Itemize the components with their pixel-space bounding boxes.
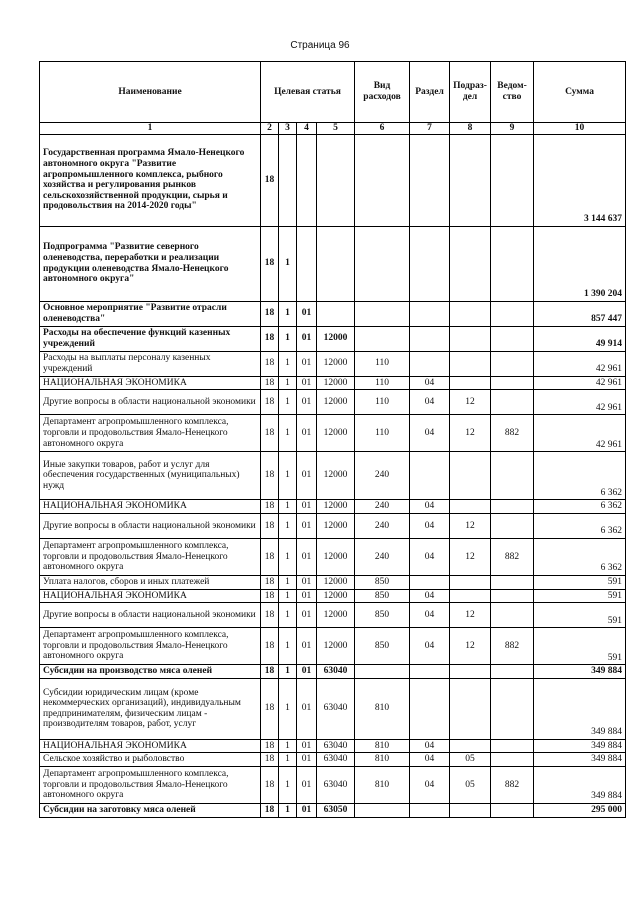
row-sum: 42 961 bbox=[534, 376, 626, 390]
activity-code: 01 bbox=[297, 739, 317, 753]
header-target-article: Целевая статья bbox=[261, 62, 355, 123]
program-code: 18 bbox=[261, 226, 279, 301]
row-name: Субсидии юридическим лицам (кроме некоммерческих организаций), индивидуальным предпринимателям, физическим лицам - производителям товаров, работ, услуг bbox=[40, 678, 261, 739]
column-number: 6 bbox=[355, 123, 410, 135]
row-name: Сельское хозяйство и рыболовство bbox=[40, 753, 261, 767]
expense-type-code bbox=[355, 326, 410, 351]
subprogram-code: 1 bbox=[279, 665, 297, 679]
subsection-code bbox=[450, 575, 491, 589]
row-name: НАЦИОНАЛЬНАЯ ЭКОНОМИКА bbox=[40, 589, 261, 603]
expense-type-code bbox=[355, 804, 410, 818]
activity-code: 01 bbox=[297, 603, 317, 628]
row-sum: 6 362 bbox=[534, 452, 626, 500]
activity-code: 01 bbox=[297, 500, 317, 514]
subsection-code: 12 bbox=[450, 603, 491, 628]
subprogram-code: 1 bbox=[279, 301, 297, 326]
department-code bbox=[491, 575, 534, 589]
expense-type-code: 240 bbox=[355, 538, 410, 575]
table-row bbox=[40, 804, 626, 818]
table-row bbox=[40, 589, 626, 603]
program-code: 18 bbox=[261, 739, 279, 753]
department-code: 882 bbox=[491, 538, 534, 575]
program-code: 18 bbox=[261, 390, 279, 415]
expense-type-code: 240 bbox=[355, 513, 410, 538]
program-code: 18 bbox=[261, 767, 279, 804]
direction-code bbox=[317, 134, 355, 226]
expense-type-code: 110 bbox=[355, 376, 410, 390]
row-name: Расходы на обеспечение функций казенных учреждений bbox=[40, 326, 261, 351]
table-row bbox=[40, 739, 626, 753]
expense-type-code: 810 bbox=[355, 767, 410, 804]
subprogram-code bbox=[279, 134, 297, 226]
row-name: Субсидии на заготовку мяса оленей bbox=[40, 804, 261, 818]
column-number: 3 bbox=[279, 123, 297, 135]
program-code: 18 bbox=[261, 804, 279, 818]
department-code: 882 bbox=[491, 767, 534, 804]
activity-code: 01 bbox=[297, 804, 317, 818]
header-expense-type: Вид расходов bbox=[355, 62, 410, 123]
column-number: 9 bbox=[491, 123, 534, 135]
header-department: Ведом-ство bbox=[491, 62, 534, 123]
department-code bbox=[491, 753, 534, 767]
activity-code: 01 bbox=[297, 452, 317, 500]
activity-code bbox=[297, 134, 317, 226]
column-number: 8 bbox=[450, 123, 491, 135]
subsection-code: 12 bbox=[450, 513, 491, 538]
department-code bbox=[491, 390, 534, 415]
subsection-code bbox=[450, 351, 491, 376]
subsection-code bbox=[450, 376, 491, 390]
direction-code: 12000 bbox=[317, 390, 355, 415]
program-code: 18 bbox=[261, 603, 279, 628]
table-row bbox=[40, 575, 626, 589]
program-code: 18 bbox=[261, 678, 279, 739]
department-code bbox=[491, 739, 534, 753]
subprogram-code: 1 bbox=[279, 390, 297, 415]
table-row bbox=[40, 538, 626, 575]
section-code bbox=[410, 575, 450, 589]
direction-code: 12000 bbox=[317, 452, 355, 500]
activity-code: 01 bbox=[297, 538, 317, 575]
table-row bbox=[40, 326, 626, 351]
header-subsection: Подраз-дел bbox=[450, 62, 491, 123]
activity-code: 01 bbox=[297, 628, 317, 665]
row-name: Департамент агропромышленного комплекса, торговли и продовольствия Ямало-Ненецкого автономного округа bbox=[40, 538, 261, 575]
row-sum: 6 362 bbox=[534, 500, 626, 514]
subprogram-code: 1 bbox=[279, 628, 297, 665]
program-code: 18 bbox=[261, 351, 279, 376]
direction-code: 12000 bbox=[317, 415, 355, 452]
table-row bbox=[40, 351, 626, 376]
expense-type-code: 810 bbox=[355, 678, 410, 739]
table-row bbox=[40, 301, 626, 326]
program-code: 18 bbox=[261, 513, 279, 538]
row-sum: 349 884 bbox=[534, 678, 626, 739]
department-code: 882 bbox=[491, 415, 534, 452]
department-code bbox=[491, 351, 534, 376]
section-code: 04 bbox=[410, 628, 450, 665]
activity-code: 01 bbox=[297, 753, 317, 767]
program-code: 18 bbox=[261, 538, 279, 575]
section-code: 04 bbox=[410, 603, 450, 628]
expense-type-code: 110 bbox=[355, 351, 410, 376]
direction-code: 12000 bbox=[317, 603, 355, 628]
program-code: 18 bbox=[261, 452, 279, 500]
expense-type-code: 240 bbox=[355, 500, 410, 514]
row-name: Расходы на выплаты персоналу казенных учреждений bbox=[40, 351, 261, 376]
row-name: НАЦИОНАЛЬНАЯ ЭКОНОМИКА bbox=[40, 739, 261, 753]
column-number: 7 bbox=[410, 123, 450, 135]
activity-code: 01 bbox=[297, 376, 317, 390]
section-code bbox=[410, 452, 450, 500]
subsection-code bbox=[450, 589, 491, 603]
subprogram-code: 1 bbox=[279, 452, 297, 500]
row-name: Другие вопросы в области национальной экономики bbox=[40, 390, 261, 415]
direction-code: 12000 bbox=[317, 575, 355, 589]
subprogram-code: 1 bbox=[279, 575, 297, 589]
expense-type-code: 810 bbox=[355, 753, 410, 767]
expense-type-code: 110 bbox=[355, 390, 410, 415]
subsection-code: 12 bbox=[450, 538, 491, 575]
row-sum: 591 bbox=[534, 575, 626, 589]
subprogram-code: 1 bbox=[279, 326, 297, 351]
column-numbers-row bbox=[40, 123, 626, 135]
subprogram-code: 1 bbox=[279, 678, 297, 739]
direction-code bbox=[317, 301, 355, 326]
department-code bbox=[491, 301, 534, 326]
row-name: Субсидии на производство мяса оленей bbox=[40, 665, 261, 679]
expense-type-code bbox=[355, 134, 410, 226]
row-name: Другие вопросы в области национальной экономики bbox=[40, 513, 261, 538]
row-sum: 349 884 bbox=[534, 753, 626, 767]
section-code bbox=[410, 665, 450, 679]
department-code bbox=[491, 376, 534, 390]
table-row bbox=[40, 226, 626, 301]
section-code bbox=[410, 678, 450, 739]
activity-code: 01 bbox=[297, 326, 317, 351]
subsection-code bbox=[450, 678, 491, 739]
subprogram-code: 1 bbox=[279, 767, 297, 804]
section-code bbox=[410, 134, 450, 226]
table-row bbox=[40, 415, 626, 452]
subsection-code bbox=[450, 665, 491, 679]
program-code: 18 bbox=[261, 628, 279, 665]
activity-code: 01 bbox=[297, 575, 317, 589]
department-code bbox=[491, 500, 534, 514]
subprogram-code: 1 bbox=[279, 753, 297, 767]
row-name: Департамент агропромышленного комплекса, торговли и продовольствия Ямало-Ненецкого автономного округа bbox=[40, 415, 261, 452]
column-number: 2 bbox=[261, 123, 279, 135]
direction-code: 63040 bbox=[317, 767, 355, 804]
subsection-code bbox=[450, 301, 491, 326]
table-row bbox=[40, 603, 626, 628]
activity-code: 01 bbox=[297, 767, 317, 804]
row-sum: 1 390 204 bbox=[534, 226, 626, 301]
section-code: 04 bbox=[410, 390, 450, 415]
section-code: 04 bbox=[410, 500, 450, 514]
expense-type-code: 850 bbox=[355, 603, 410, 628]
row-sum: 591 bbox=[534, 603, 626, 628]
row-sum: 349 884 bbox=[534, 739, 626, 753]
page-number: Страница 96 bbox=[290, 40, 350, 51]
subsection-code: 05 bbox=[450, 753, 491, 767]
section-code: 04 bbox=[410, 415, 450, 452]
row-name: Иные закупки товаров, работ и услуг для обеспечения государственных (муниципальных) нужд bbox=[40, 452, 261, 500]
row-sum: 6 362 bbox=[534, 538, 626, 575]
row-sum: 49 914 bbox=[534, 326, 626, 351]
table-row bbox=[40, 376, 626, 390]
subsection-code: 12 bbox=[450, 628, 491, 665]
header-section: Раздел bbox=[410, 62, 450, 123]
department-code bbox=[491, 326, 534, 351]
direction-code: 63040 bbox=[317, 739, 355, 753]
section-code: 04 bbox=[410, 513, 450, 538]
subsection-code bbox=[450, 134, 491, 226]
program-code: 18 bbox=[261, 753, 279, 767]
column-number: 4 bbox=[297, 123, 317, 135]
program-code: 18 bbox=[261, 326, 279, 351]
expense-type-code: 110 bbox=[355, 415, 410, 452]
subprogram-code: 1 bbox=[279, 739, 297, 753]
program-code: 18 bbox=[261, 500, 279, 514]
row-sum: 591 bbox=[534, 628, 626, 665]
subsection-code bbox=[450, 804, 491, 818]
department-code: 882 bbox=[491, 628, 534, 665]
program-code: 18 bbox=[261, 575, 279, 589]
table-row bbox=[40, 500, 626, 514]
header-row bbox=[40, 62, 626, 123]
table-row bbox=[40, 513, 626, 538]
activity-code bbox=[297, 226, 317, 301]
header-name: Наименование bbox=[40, 62, 261, 123]
section-code: 04 bbox=[410, 753, 450, 767]
section-code bbox=[410, 226, 450, 301]
subprogram-code: 1 bbox=[279, 603, 297, 628]
row-name: Департамент агропромышленного комплекса, торговли и продовольствия Ямало-Ненецкого автономного округа bbox=[40, 628, 261, 665]
expense-type-code: 850 bbox=[355, 575, 410, 589]
section-code: 04 bbox=[410, 376, 450, 390]
activity-code: 01 bbox=[297, 678, 317, 739]
subprogram-code: 1 bbox=[279, 415, 297, 452]
expense-type-code bbox=[355, 226, 410, 301]
direction-code: 12000 bbox=[317, 500, 355, 514]
section-code: 04 bbox=[410, 589, 450, 603]
section-code bbox=[410, 326, 450, 351]
activity-code: 01 bbox=[297, 390, 317, 415]
activity-code: 01 bbox=[297, 351, 317, 376]
row-sum: 591 bbox=[534, 589, 626, 603]
department-code bbox=[491, 589, 534, 603]
subprogram-code: 1 bbox=[279, 376, 297, 390]
subsection-code bbox=[450, 500, 491, 514]
expense-type-code: 240 bbox=[355, 452, 410, 500]
subsection-code: 05 bbox=[450, 767, 491, 804]
expense-type-code: 850 bbox=[355, 628, 410, 665]
table-row bbox=[40, 767, 626, 804]
subsection-code bbox=[450, 452, 491, 500]
row-sum: 42 961 bbox=[534, 390, 626, 415]
department-code bbox=[491, 452, 534, 500]
table-row bbox=[40, 678, 626, 739]
direction-code: 12000 bbox=[317, 538, 355, 575]
direction-code: 12000 bbox=[317, 589, 355, 603]
row-sum: 3 144 637 bbox=[534, 134, 626, 226]
row-name: Другие вопросы в области национальной экономики bbox=[40, 603, 261, 628]
row-sum: 6 362 bbox=[534, 513, 626, 538]
table-row bbox=[40, 665, 626, 679]
section-code: 04 bbox=[410, 538, 450, 575]
row-sum: 857 447 bbox=[534, 301, 626, 326]
program-code: 18 bbox=[261, 665, 279, 679]
program-code: 18 bbox=[261, 589, 279, 603]
table-body bbox=[40, 134, 626, 817]
section-code bbox=[410, 804, 450, 818]
direction-code: 12000 bbox=[317, 351, 355, 376]
row-sum: 42 961 bbox=[534, 415, 626, 452]
subsection-code bbox=[450, 326, 491, 351]
row-name: Государственная программа Ямало-Ненецкого автономного округа "Развитие агропромышленного комплекса, рыбного хозяйства и регулирования рынков сельскохозяйственной продукции, сырья и продовольствия на 2014-2020 годы" bbox=[40, 134, 261, 226]
expense-type-code: 850 bbox=[355, 589, 410, 603]
department-code bbox=[491, 665, 534, 679]
row-sum: 349 884 bbox=[534, 767, 626, 804]
row-name: НАЦИОНАЛЬНАЯ ЭКОНОМИКА bbox=[40, 376, 261, 390]
subprogram-code: 1 bbox=[279, 226, 297, 301]
subsection-code: 12 bbox=[450, 415, 491, 452]
column-number: 1 bbox=[40, 123, 261, 135]
header-sum: Сумма bbox=[534, 62, 626, 123]
table-row bbox=[40, 452, 626, 500]
department-code bbox=[491, 513, 534, 538]
activity-code: 01 bbox=[297, 301, 317, 326]
direction-code: 63040 bbox=[317, 665, 355, 679]
direction-code: 12000 bbox=[317, 326, 355, 351]
section-code bbox=[410, 351, 450, 376]
table-row bbox=[40, 628, 626, 665]
section-code: 04 bbox=[410, 739, 450, 753]
direction-code: 12000 bbox=[317, 376, 355, 390]
department-code bbox=[491, 226, 534, 301]
row-name: Подпрограмма "Развитие северного оленеводства, переработки и реализации продукции оленеводства Ямало-Ненецкого автономного округа" bbox=[40, 226, 261, 301]
row-sum: 42 961 bbox=[534, 351, 626, 376]
department-code bbox=[491, 603, 534, 628]
subprogram-code: 1 bbox=[279, 589, 297, 603]
expense-type-code: 810 bbox=[355, 739, 410, 753]
expense-type-code bbox=[355, 301, 410, 326]
expense-type-code bbox=[355, 665, 410, 679]
row-sum: 295 000 bbox=[534, 804, 626, 818]
program-code: 18 bbox=[261, 415, 279, 452]
activity-code: 01 bbox=[297, 665, 317, 679]
column-number: 5 bbox=[317, 123, 355, 135]
subprogram-code: 1 bbox=[279, 351, 297, 376]
direction-code: 12000 bbox=[317, 513, 355, 538]
program-code: 18 bbox=[261, 376, 279, 390]
program-code: 18 bbox=[261, 134, 279, 226]
row-sum: 349 884 bbox=[534, 665, 626, 679]
activity-code: 01 bbox=[297, 513, 317, 538]
department-code bbox=[491, 678, 534, 739]
row-name: Уплата налогов, сборов и иных платежей bbox=[40, 575, 261, 589]
direction-code: 63050 bbox=[317, 804, 355, 818]
row-name: Департамент агропромышленного комплекса, торговли и продовольствия Ямало-Ненецкого автономного округа bbox=[40, 767, 261, 804]
activity-code: 01 bbox=[297, 415, 317, 452]
subprogram-code: 1 bbox=[279, 804, 297, 818]
budget-table bbox=[39, 61, 626, 818]
direction-code: 12000 bbox=[317, 628, 355, 665]
department-code bbox=[491, 134, 534, 226]
subsection-code: 12 bbox=[450, 390, 491, 415]
table-row bbox=[40, 753, 626, 767]
direction-code: 63040 bbox=[317, 678, 355, 739]
row-name: НАЦИОНАЛЬНАЯ ЭКОНОМИКА bbox=[40, 500, 261, 514]
program-code: 18 bbox=[261, 301, 279, 326]
subprogram-code: 1 bbox=[279, 513, 297, 538]
section-code: 04 bbox=[410, 767, 450, 804]
table-row bbox=[40, 134, 626, 226]
subsection-code bbox=[450, 739, 491, 753]
subprogram-code: 1 bbox=[279, 538, 297, 575]
subsection-code bbox=[450, 226, 491, 301]
section-code bbox=[410, 301, 450, 326]
direction-code: 63040 bbox=[317, 753, 355, 767]
activity-code: 01 bbox=[297, 589, 317, 603]
department-code bbox=[491, 804, 534, 818]
direction-code bbox=[317, 226, 355, 301]
subprogram-code: 1 bbox=[279, 500, 297, 514]
table-row bbox=[40, 390, 626, 415]
column-number: 10 bbox=[534, 123, 626, 135]
row-name: Основное мероприятие "Развитие отрасли оленеводства" bbox=[40, 301, 261, 326]
